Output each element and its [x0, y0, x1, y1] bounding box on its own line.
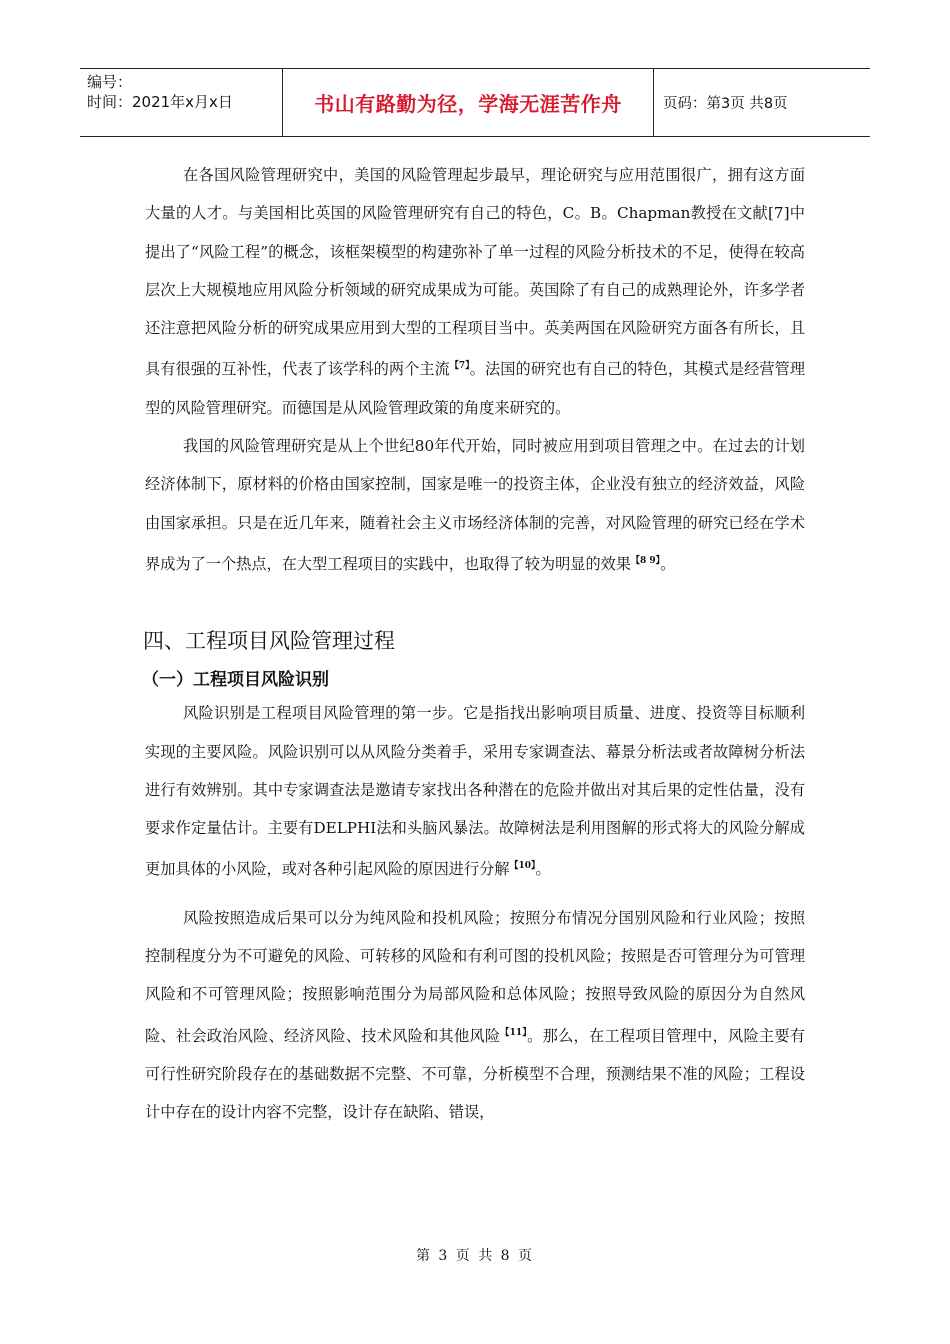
citation-11: 【11】: [500, 1027, 528, 1038]
header-left-cell: [80, 69, 282, 136]
paragraph-4-text: 风险按照造成后果可以分为纯风险和投机风险；按照分布情况分国别风险和行业风险；按照控制程度分为不可避免的风险、可转移的风险和有利可图的投机风险；按照是否可管理分为可管理风险和不可管理风险；按照影响范围分为局部风险和总体风险；按照导致风险的原因分为自然风险、社会政治风险、经济风险、技术风险和其他风险: [145, 908, 805, 1045]
paragraph-2-text: 我国的风险管理研究是从上个世纪80年代开始，同时被应用到项目管理之中。在过去的计划经济体制下，原材料的价格由国家控制，国家是唯一的投资主体，企业没有独立的经济效益，风险由国家承担。只是在近几年来，随着社会主义市场经济体制的完善，对风险管理的研究已经在学术界成为了一个热点，在大型工程项目的实践中，也取得了较为明显的效果: [145, 437, 805, 573]
subsection-heading: （一）工程项目风险识别: [142, 670, 329, 691]
section-heading: 四、工程项目风险管理过程: [143, 629, 395, 654]
motto-text: 书山有路勤为径，学海无涯苦作舟: [314, 92, 622, 116]
paragraph-3-tail: 。: [535, 860, 551, 879]
serial-number-label: 编号：: [87, 73, 133, 91]
footer-page-number: 第 3 页 共 8 页: [415, 1248, 535, 1264]
date-label: 时间：2021年x月x日: [87, 93, 233, 111]
paragraph-1-text: 在各国风险管理研究中，美国的风险管理起步最早，理论研究与应用范围很广，拥有这方面大量的人才。与美国相比英国的风险管理研究有自己的特色，C。B。Chapman教授在文献[7]中提出了“风险工程”的概念，该框架模型的构建弥补了单一过程的风险分析技术的不足，使得在较高层次上大规模地应用风险分析领域的研究成果成为可能。英国除了有自己的成熟理论外，许多学者还注意把风险分析的研究成果应用到大型的工程项目当中。英美两国在风险研究方面各有所长，且具有很强的互补性，代表了该学科的两个主流: [145, 166, 805, 379]
paragraph-3-text: 风险识别是工程项目风险管理的第一步。它是指找出影响项目质量、进度、投资等目标顺利实现的主要风险。风险识别可以从风险分类着手，采用专家调查法、幕景分析法或者故障树分析法进行有效辨别。其中专家调查法是邀请专家找出各种潜在的危险并做出对其后果的定性估量，没有要求作定量估计。主要有DELPHI法和头脑风暴法。故障树法是利用图解的形式将大的风险分解成更加具体的小风险，或对各种引起风险的原因进行分解: [145, 704, 805, 879]
document-body: [142, 156, 806, 1132]
page-footer: [0, 1245, 950, 1265]
citation-10: 【10】: [509, 861, 536, 872]
paragraph-2-tail: 。: [660, 554, 676, 573]
motto-cell: [282, 69, 654, 136]
page-info-cell: [654, 69, 870, 136]
paragraph-4: [145, 899, 805, 1132]
citation-7: 【7】: [449, 361, 470, 372]
paragraph-1-tail: 。法国的研究也有自己的特色，其模式是经营管理型的风险管理研究。而德国是从风险管理政策的角度来研究的。: [145, 360, 806, 417]
paragraph-2: [145, 427, 805, 583]
document-header: [80, 68, 870, 137]
page-info-text: 页码：第3页 共8页: [663, 96, 788, 112]
paragraph-1: [145, 156, 805, 427]
citation-8-9: 【8 9】: [631, 555, 661, 566]
paragraph-3: [145, 694, 805, 888]
paragraph-4-tail: 。那么，在工程项目管理中，风险主要有可行性研究阶段存在的基础数据不完整、不可靠，分析模型不合理，预测结果不准的风险；工程设计中存在的设计内容不完整，设计存在缺陷、错误，: [145, 1026, 806, 1122]
